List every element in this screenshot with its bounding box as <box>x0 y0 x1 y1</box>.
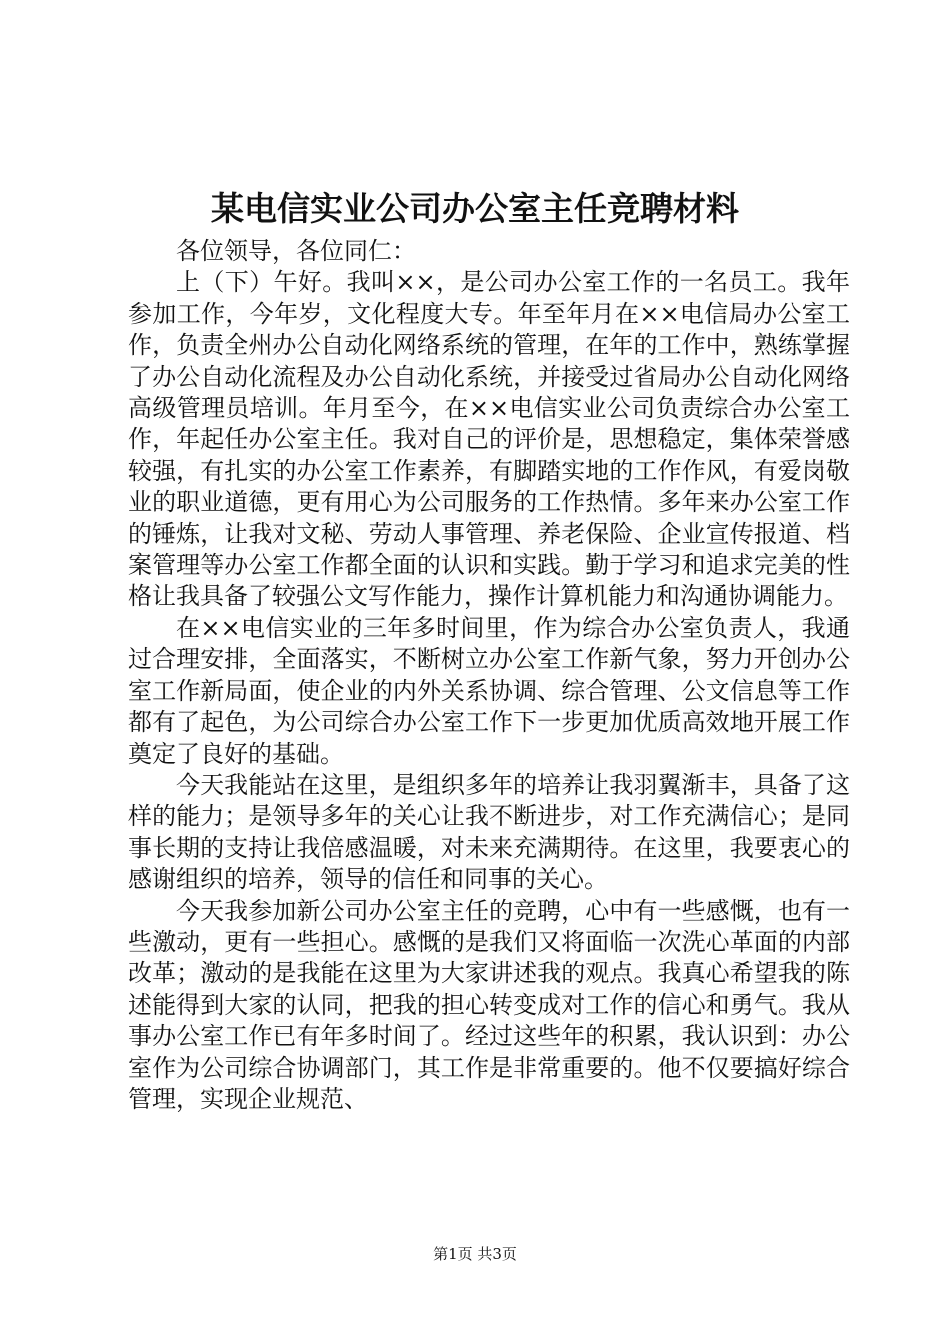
body-paragraph: 在××电信实业的三年多时间里，作为综合办公室负责人，我通过合理安排，全面落实，不断树立办公室工作新气象，努力开创办公室工作新局面，使企业的内外关系协调、综合管理、公文信息等工作都有了起色，为公司综合办公室工作下一步更加优质高效地开展工作奠定了良好的基础。 <box>128 613 850 768</box>
salutation-paragraph: 各位领导，各位同仁： <box>176 237 416 265</box>
body-paragraph: 今天我参加新公司办公室主任的竞聘，心中有一些感慨，也有一些激动，更有一些担心。感慨的是我们又将面临一次洗心革面的内部改革；激动的是我能在这里为大家讲述我的观点。我真心希望我的陈述能得到大家的认同，把我的担心转变成对工作的信心和勇气。我从事办公室工作已有年多时间了。经过这些年的积累，我认识到：办公室作为公司综合协调部门，其工作是非常重要的。他不仅要搞好综合管理，实现企业规范、 <box>128 896 850 1113</box>
document-title: 某电信实业公司办公室主任竞聘材料 <box>211 189 739 228</box>
body-paragraph: 今天我能站在这里，是组织多年的培养让我羽翼渐丰，具备了这样的能力；是领导多年的关心让我不断进步，对工作充满信心；是同事长期的支持让我倍感温暖，对未来充满期待。在这里，我要衷心的感谢组织的培养，领导的信任和同事的关心。 <box>128 770 850 894</box>
page-number-footer: 第1页 共3页 <box>433 1245 517 1263</box>
body-paragraph: 上（下）午好。我叫××，是公司办公室工作的一名员工。我年参加工作，今年岁，文化程度大专。年至年月在××电信局办公室工作，负责全州办公自动化网络系统的管理，在年的工作中，熟练掌握了办公自动化流程及办公自动化系统，并接受过省局办公自动化网络高级管理员培训。年月至今，在××电信实业公司负责综合办公室工作，年起任办公室主任。我对自己的评价是，思想稳定，集体荣誉感较强，有扎实的办公室工作素养，有脚踏实地的工作作风，有爱岗敬业的职业道德，更有用心为公司服务的工作热情。多年来办公室工作的锤炼，让我对文秘、劳动人事管理、养老保险、企业宣传报道、档案管理等办公室工作都全面的认识和实践。勤于学习和追求完美的性格让我具备了较强公文写作能力，操作计算机能力和沟通协调能力。 <box>128 268 850 611</box>
document-body <box>128 236 850 1115</box>
